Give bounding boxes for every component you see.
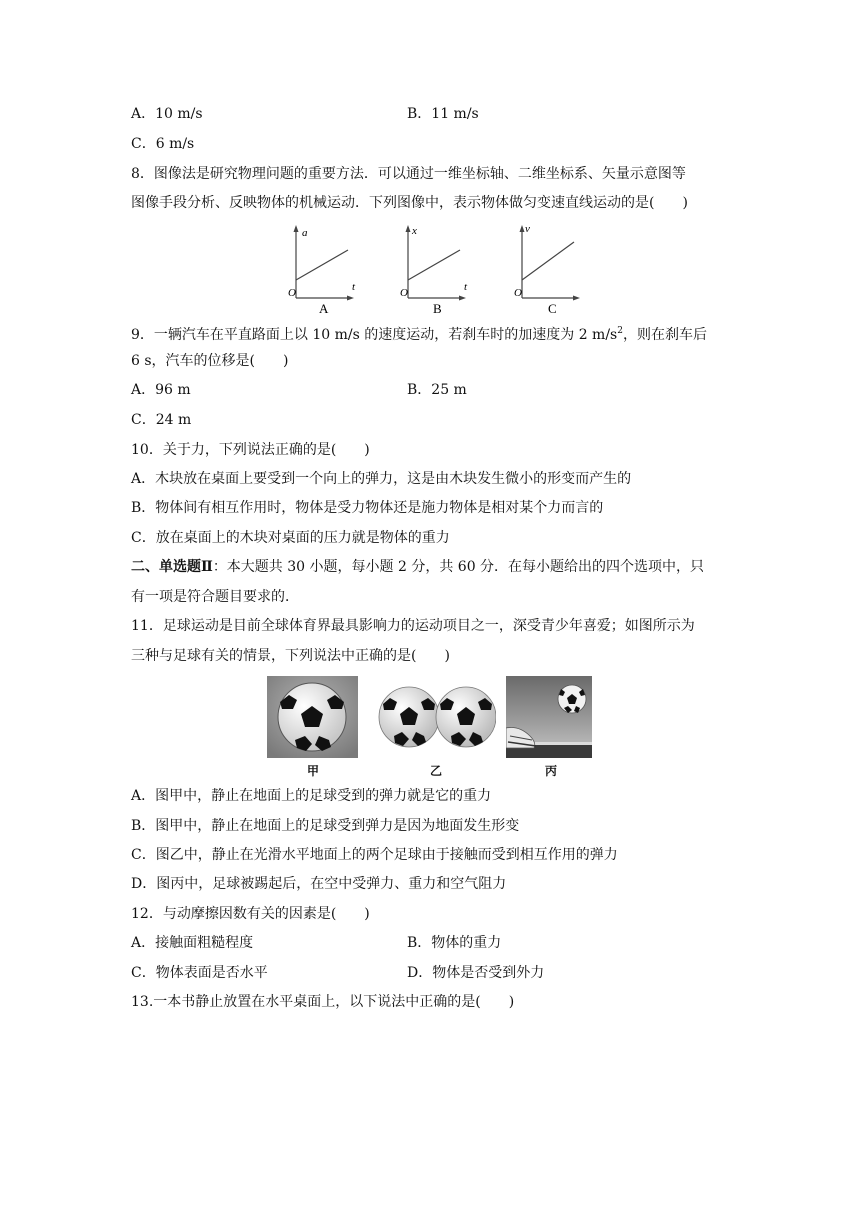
q7-option-a: A．10 m/s <box>131 106 203 122</box>
q10-option-b: B．物体间有相互作用时，物体是受力物体还是施力物体是相对某个力而言的 <box>131 500 604 516</box>
q11-option-a: A．图甲中，静止在地面上的足球受到的弹力就是它的重力 <box>131 788 492 804</box>
soccer-ball-left-icon <box>379 687 439 747</box>
q8-stem-line1: 8．图像法是研究物理问题的重要方法．可以通过一维坐标轴、二维坐标系、矢量示意图等 <box>131 166 686 182</box>
graph-c-label: C <box>548 301 557 316</box>
graph-a-y-axis-label: a <box>302 227 308 239</box>
q12-option-c: C．物体表面是否水平 <box>131 965 268 981</box>
section-heading-line2: 有一项是符合题目要求的． <box>131 589 299 605</box>
caption-jia: 甲 <box>307 764 320 778</box>
q7-option-b: B．11 m/s <box>407 106 479 122</box>
photo-yi <box>376 676 496 758</box>
photo-jia <box>267 676 358 758</box>
graph-c-origin: O <box>514 287 522 299</box>
graph-b-origin: O <box>400 287 408 299</box>
section-title: 二、单选题Ⅱ <box>131 559 213 575</box>
graph-a <box>284 222 364 318</box>
graph-b-y-axis-label: x <box>412 225 417 237</box>
q10-option-a: A．木块放在桌面上要受到一个向上的弹力，这是由木块发生微小的形变而产生的 <box>131 471 632 487</box>
q9-option-b: B．25 m <box>407 382 467 398</box>
q12-option-a: A．接触面粗糙程度 <box>131 935 254 951</box>
graph-b-label: B <box>433 301 442 316</box>
q9-stem-line2: 6 s，汽车的位移是( ) <box>131 353 289 369</box>
q10-option-c: C．放在桌面上的木块对桌面的压力就是物体的重力 <box>131 530 450 546</box>
soccer-ball-right-icon <box>436 687 496 747</box>
graph-c <box>510 222 590 318</box>
q12-option-b: B．物体的重力 <box>407 935 502 951</box>
q13-stem: 13.一本书静止放置在水平桌面上，以下说法中正确的是( ) <box>131 994 515 1010</box>
graph-a-label: A <box>319 301 329 316</box>
q7-option-c: C．6 m/s <box>131 136 195 152</box>
caption-yi: 乙 <box>430 764 443 778</box>
graph-a-origin: O <box>288 287 296 299</box>
q11-stem-line2: 三种与足球有关的情景，下列说法中正确的是( ) <box>131 648 450 664</box>
q11-stem-line1: 11．足球运动是目前全球体育界最具影响力的运动项目之一，深受青少年喜爱；如图所示为 <box>131 618 695 634</box>
graph-c-y-axis-label: v <box>525 223 530 235</box>
q9-stem-line1: 9．一辆汽车在平直路面上以 10 m/s 的速度运动，若刹车时的加速度为 2 $m/s^2$，则在刹车后 <box>131 326 707 343</box>
q12-option-d: D．物体是否受到外力 <box>407 965 545 981</box>
graph-b <box>396 222 476 318</box>
q11-option-c: C．图乙中，静止在光滑水平地面上的两个足球由于接触而受到相互作用的弹力 <box>131 847 618 863</box>
q11-option-b: B．图甲中，静止在地面上的足球受到弹力是因为地面发生形变 <box>131 818 520 834</box>
q12-stem: 12．与动摩擦因数有关的因素是( ) <box>131 906 370 922</box>
q8-stem-line2: 图像手段分析、反映物体的机械运动．下列图像中，表示物体做匀变速直线运动的是( ) <box>131 195 688 211</box>
section-heading: 二、单选题Ⅱ：本大题共 30 小题，每小题 2 分，共 60 分．在每小题给出的四个选项中，只 <box>131 559 705 575</box>
q9-option-c: C．24 m <box>131 412 192 428</box>
q10-stem: 10．关于力，下列说法正确的是( ) <box>131 442 370 458</box>
graph-a-x-axis-label: t <box>352 281 356 293</box>
caption-bing: 丙 <box>545 764 558 778</box>
graph-b-x-axis-label: t <box>464 281 468 293</box>
q11-option-d: D．图丙中，足球被踢起后，在空中受弹力、重力和空气阻力 <box>131 876 507 892</box>
q9-option-a: A．96 m <box>131 382 191 398</box>
photo-bing <box>506 676 592 758</box>
